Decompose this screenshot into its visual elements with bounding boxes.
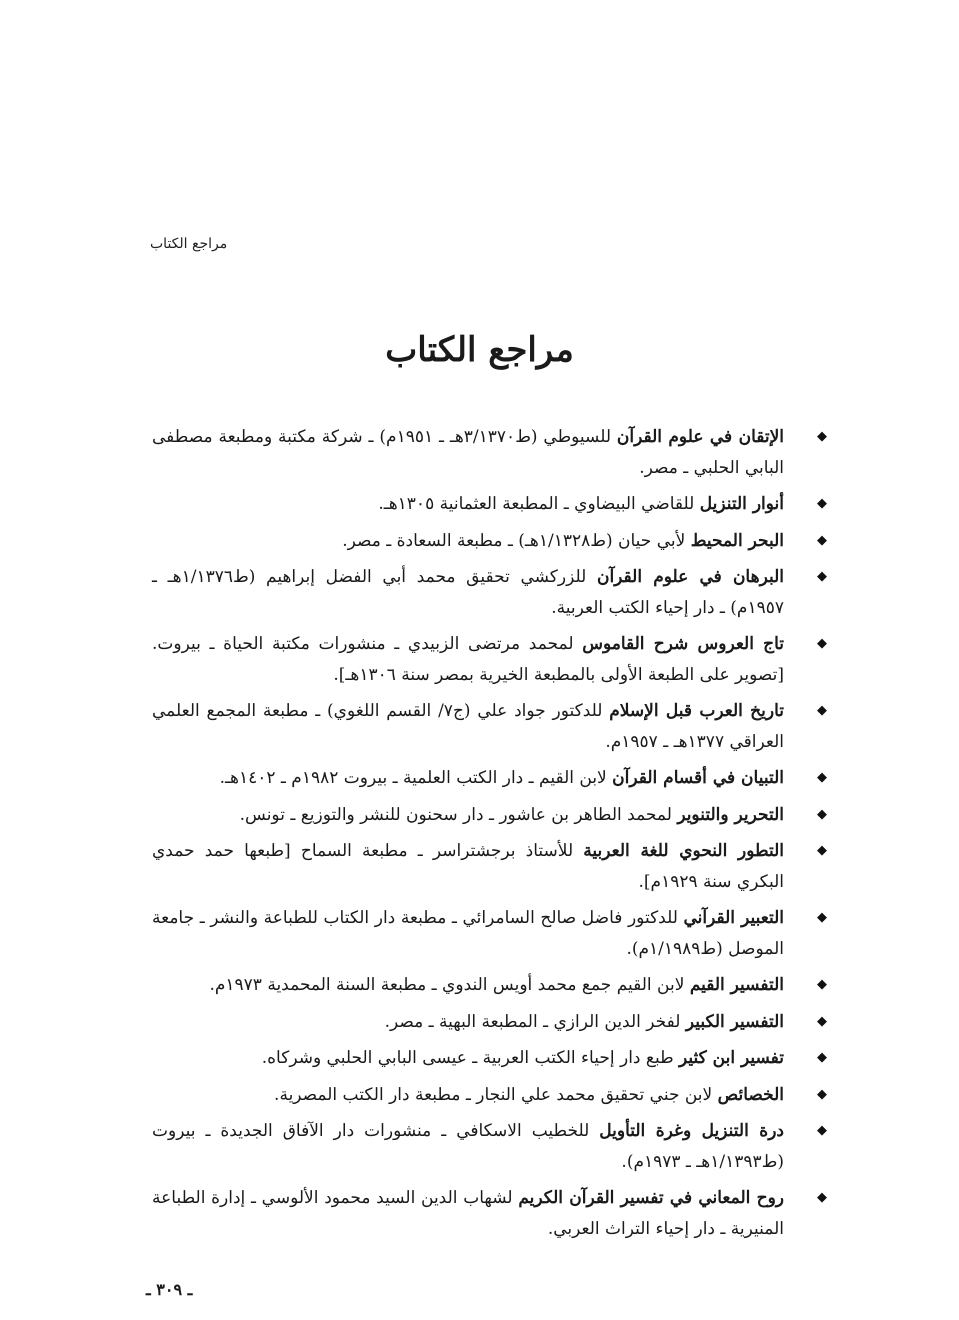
reference-item <box>152 489 827 520</box>
reference-item <box>152 562 827 623</box>
reference-details: للأستاذ برجشتراسر ـ مطبعة السماح [طبعها حمد حمدي البكري سنة ١٩٢٩م]. <box>152 841 784 892</box>
reference-item <box>152 422 827 483</box>
reference-title: الإتقان في علوم القرآن <box>616 427 784 447</box>
reference-details: لمحمد الطاهر بن عاشور ـ دار سحنون للنشر والتوزيع ـ تونس. <box>239 804 678 825</box>
diamond-bullet-icon: ◆ <box>817 1086 827 1102</box>
reference-item <box>152 1116 827 1177</box>
running-header: مراجع الكتاب <box>150 236 228 252</box>
reference-details: لابن القيم جمع محمد أويس الندوي ـ مطبعة السنة المحمدية ١٩٧٣م. <box>209 975 690 995</box>
reference-item <box>152 1183 827 1244</box>
reference-details: للسيوطي (ط٣/١٣٧٠هـ ـ ١٩٥١م) ـ شركة مكتبة ومطبعة مصطفى البابي الحلبي ـ مصر. <box>152 427 784 478</box>
reference-item <box>152 903 827 964</box>
reference-list <box>152 422 827 1250</box>
reference-details: للدكتور جواد علي (ج٧/ القسم اللغوي) ـ مطبعة المجمع العلمي العراقي ١٣٧٧هـ ـ ١٩٥٧م. <box>152 701 784 752</box>
diamond-bullet-icon: ◆ <box>817 910 827 925</box>
diamond-bullet-icon: ◆ <box>817 636 827 651</box>
reference-item <box>152 526 827 557</box>
reference-item <box>152 696 827 757</box>
reference-details: لابن جني تحقيق محمد علي النجار ـ مطبعة دار الكتب المصرية. <box>274 1084 718 1105</box>
diamond-bullet-icon: ◆ <box>817 1050 827 1065</box>
reference-details: طبع دار إحياء الكتب العربية ـ عيسى البابي الحلبي وشركاه. <box>261 1048 680 1068</box>
reference-item <box>152 800 827 831</box>
diamond-bullet-icon: ◆ <box>817 429 827 444</box>
reference-item <box>152 1080 827 1111</box>
reference-details: للدكتور فاضل صالح السامرائي ـ مطبعة دار الكتاب للطباعة والنشر ـ جامعة الموصل (ط١/١٩٨٩م). <box>152 908 784 959</box>
reference-details: لفخر الدين الرازي ـ المطبعة البهية ـ مصر. <box>384 1011 686 1032</box>
diamond-bullet-icon: ◆ <box>817 569 827 584</box>
diamond-bullet-icon: ◆ <box>817 1013 827 1029</box>
diamond-bullet-icon: ◆ <box>817 1190 827 1205</box>
reference-title: تاج العروس شرح القاموس <box>582 634 784 654</box>
reference-title: درة التنزيل وغرة التأويل <box>599 1121 784 1141</box>
reference-item <box>152 763 827 794</box>
reference-details: لمحمد مرتضى الزبيدي ـ منشورات مكتبة الحياة ـ بيروت. [تصوير على الطبعة الأولى بالمطبعة الخيرية بمصر سنة ١٣٠٦هـ]. <box>152 634 784 685</box>
reference-title: التطور النحوي للغة العربية <box>583 841 784 861</box>
diamond-bullet-icon: ◆ <box>817 806 827 822</box>
reference-title: التبيان في أقسام القرآن <box>612 768 784 788</box>
diamond-bullet-icon: ◆ <box>817 977 827 992</box>
reference-title: التحرير والتنوير <box>677 804 784 825</box>
reference-details: لابن القيم ـ دار الكتب العلمية ـ بيروت ١٩٨٢م ـ ١٤٠٢هـ. <box>219 768 613 788</box>
reference-details: لأبي حيان (ط١/١٣٢٨هـ) ـ مطبعة السعادة ـ مصر. <box>342 530 691 551</box>
diamond-bullet-icon: ◆ <box>817 770 827 785</box>
diamond-bullet-icon: ◆ <box>817 1123 827 1138</box>
reference-details: للزركشي تحقيق محمد أبي الفضل إبراهيم (ط١/١٣٧٦هـ ـ ١٩٥٧م) ـ دار إحياء الكتب العربية. <box>152 567 784 618</box>
reference-title: التفسير الكبير <box>685 1011 784 1032</box>
diamond-bullet-icon: ◆ <box>817 843 827 858</box>
diamond-bullet-icon: ◆ <box>817 532 827 548</box>
reference-title: تفسير ابن كثير <box>679 1048 784 1068</box>
reference-details: للقاضي البيضاوي ـ المطبعة العثمانية ١٣٠٥هـ. <box>378 494 700 514</box>
page-number: ـ ٣٠٩ ـ <box>146 1280 193 1299</box>
reference-title: الخصائص <box>717 1084 784 1105</box>
reference-title: البرهان في علوم القرآن <box>596 567 784 587</box>
reference-title: البحر المحيط <box>690 530 784 551</box>
reference-details: لشهاب الدين السيد محمود الألوسي ـ إدارة الطباعة المنيرية ـ دار إحياء التراث العربي. <box>152 1188 784 1239</box>
reference-details: للخطيب الاسكافي ـ منشورات دار الآفاق الجديدة ـ بيروت (ط١/١٣٩٣هـ ـ ١٩٧٣م). <box>152 1121 784 1172</box>
reference-title: تاريخ العرب قبل الإسلام <box>609 701 784 721</box>
reference-title: التعبير القرآني <box>683 908 784 928</box>
diamond-bullet-icon: ◆ <box>817 496 827 511</box>
diamond-bullet-icon: ◆ <box>817 703 827 718</box>
reference-item <box>152 1007 827 1038</box>
reference-title: التفسير القيم <box>689 975 784 995</box>
reference-item <box>152 836 827 897</box>
reference-title: روح المعاني في تفسير القرآن الكريم <box>518 1188 784 1208</box>
reference-item <box>152 629 827 690</box>
reference-item <box>152 970 827 1001</box>
reference-item <box>152 1043 827 1074</box>
reference-title: أنوار التنزيل <box>699 494 784 514</box>
page-title: مراجع الكتاب <box>385 330 574 370</box>
